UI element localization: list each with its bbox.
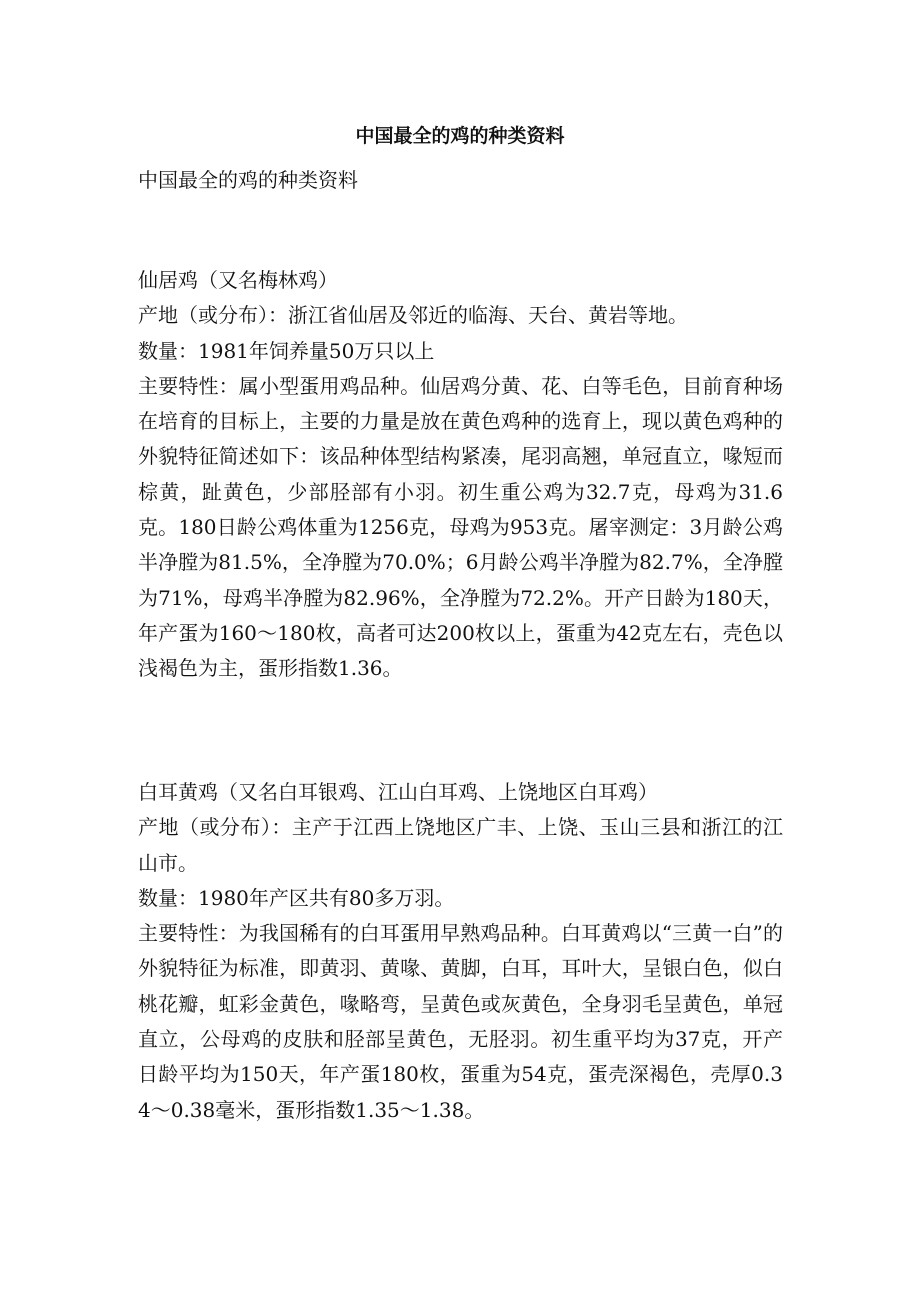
breed-traits: 主要特性：属小型蛋用鸡品种。仙居鸡分黄、花、白等毛色，目前育种场在培育的目标上，主要的力量是放在黄色鸡种的选育上，现以黄色鸡种的外貌特征简述如下：该品种体型结构紧凑，尾羽高翘，单冠直立，喙短而棕黄，趾黄色，少部胫部有小羽。初生重公鸡为32.7克，母鸡为31.6克。180日龄公鸡体重为1256克，母鸡为953克。屠宰测定：3月龄公鸡半净膛为81.5%，全净膛为70.0%；6月龄公鸡半净膛为82.7%，全净膛为71%，母鸡半净膛为82.96%，全净膛为72.2%。开产日龄为180天，年产蛋为160～180枚，高者可达200枚以上，蛋重为42克左右，壳色以浅褐色为主，蛋形指数1.36。 (138, 373, 783, 681)
breed-quantity: 数量：1981年饲养量50万只以上 (138, 338, 435, 363)
document-title: 中国最全的鸡的种类资料 (355, 125, 565, 147)
breed-name: 白耳黄鸡（又名白耳银鸡、江山白耳鸡、上饶地区白耳鸡） (138, 780, 658, 804)
breed-quantity: 数量：1980年产区共有80多万羽。 (138, 885, 455, 910)
breed-name: 仙居鸡（又名梅林鸡） (138, 268, 338, 292)
breed-traits: 主要特性：为我国稀有的白耳蛋用早熟鸡品种。白耳黄鸡以“三黄一白”的外貌特征为标准，即黄羽、黄喙、黄脚，白耳，耳叶大，呈银白色，似白桃花瓣，虹彩金黄色，喙略弯，呈黄色或灰黄色，全身羽毛呈黄色，单冠直立，公母鸡的皮肤和胫部呈黄色，无胫羽。初生重平均为37克，开产日龄平均为150天，年产蛋180枚，蛋重为54克，蛋壳深褐色，壳厚0.34～0.38毫米，蛋形指数1.35～1.38。 (138, 921, 783, 1122)
breed-section-baier (138, 775, 783, 1128)
breed-origin: 产地（或分布）：主产于江西上饶地区广丰、上饶、玉山三县和浙江的江山市。 (138, 815, 783, 875)
breed-section-xianju (138, 263, 783, 687)
document-subtitle: 中国最全的鸡的种类资料 (138, 168, 358, 192)
breed-origin: 产地（或分布）：浙江省仙居及邻近的临海、天台、黄岩等地。 (138, 303, 688, 328)
